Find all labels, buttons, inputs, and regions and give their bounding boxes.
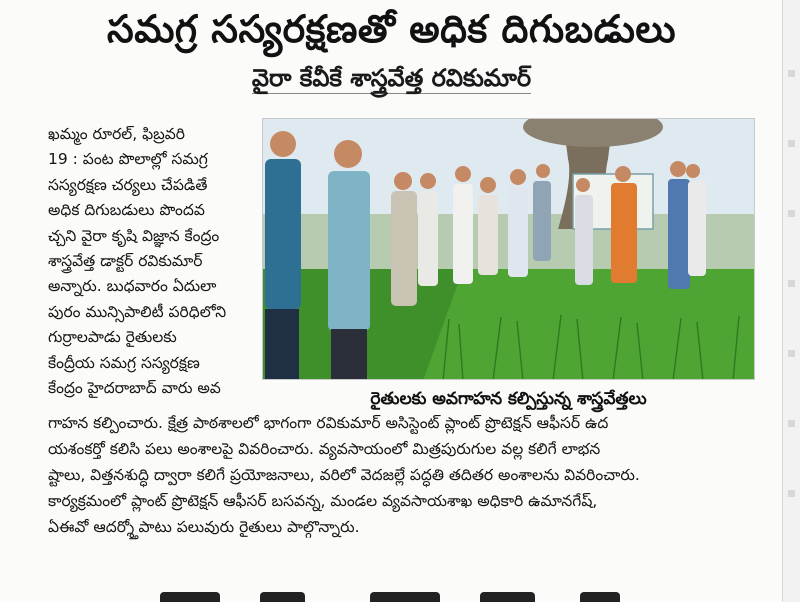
column-line: శాస్త్రవేత్త డాక్టర్ రవికుమార్: [48, 252, 203, 271]
next-article-headline-cutoff: [150, 588, 650, 602]
body-line: కార్యక్రమంలో ప్లాంట్ ప్రొటెక్షన్ ఆఫీసర్ బసవన్న, మండల వ్యవసాయశాఖ అధికారి ఉమానగేష్,: [48, 492, 598, 510]
body-line: ఏఈవో ఆదర్శ్తోపాటు పలువురు రైతులు పాల్గొన్నారు.: [48, 518, 360, 536]
article-subheadline: [0, 62, 783, 94]
column-line: అన్నారు. బుధవారం ఏదులా: [48, 277, 217, 296]
field-visit-illustration: [263, 119, 755, 380]
column-line: కేంద్రీయ సమగ్ర సస్యరక్షణ: [48, 353, 200, 372]
body-line: యశంకర్తో కలిసి పలు అంశాలపై వివరించారు. వ్యవసాయంలో మిత్రపురుగుల వల్ల కలిగే లాభన: [48, 440, 601, 458]
article-headline: సమగ్ర సస్యరక్షణతో అధిక దిగుబడులు: [107, 7, 676, 51]
photo-caption: రైతులకు అవగాహన కల్పిస్తున్న శాస్త్రవేత్తలు: [370, 389, 647, 409]
subheadline-text: వైరా కేవీకే శాస్త్రవేత్త రవికుమార్: [251, 64, 532, 92]
column-line: కేంద్రం హైదరాబాద్ వారు అవ: [48, 379, 221, 398]
column-line: ఖమ్మం రూరల్, ఫిబ్రవరి: [48, 125, 185, 143]
body-line: ష్టాలు, విత్తనశుద్ధి ద్వారా కలిగే ప్రయోజనాలు, వరిలో వెదజల్లే పద్ధతి తదితర అంశాలను వివరించారు.: [48, 466, 640, 484]
column-line: గుర్రాలపాడు రైతులకు: [48, 328, 177, 347]
article-column-text: [48, 122, 246, 401]
column-line: సస్యరక్షణ చర్యలు చేపడితే: [48, 175, 208, 194]
page-margin-strip: [783, 0, 800, 602]
body-line: గాహన కల్పించారు. క్షేత్ర పాఠశాలలో భాగంగా రవికుమార్ అసిస్టెంట్ ప్లాంట్ ప్రొటెక్షన్ ఆఫీసర్ ఉద: [48, 414, 609, 432]
paddy-foreground: [423, 269, 755, 380]
column-line: 19 : పంట పొలాల్లో సమగ్ర: [48, 150, 208, 169]
column-line: పురం మున్సిపాలిటీ పరిధిలోని: [48, 302, 227, 321]
article-photo: [262, 118, 755, 380]
column-line: చ్చని వైరా కృషి విజ్ఞాన కేంద్రం: [48, 226, 220, 245]
column-line: అధిక దిగుబడులు పొందవ: [48, 201, 205, 220]
article-body-wide: [48, 410, 768, 540]
